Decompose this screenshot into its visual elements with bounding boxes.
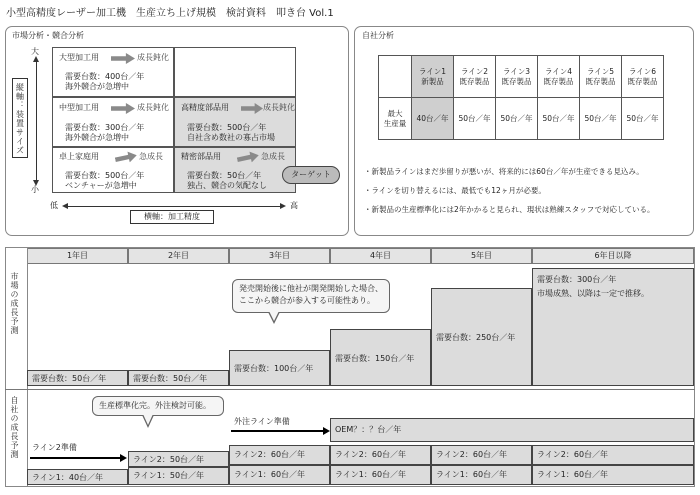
outsource-prep-label: 外注ライン準備 <box>234 417 290 426</box>
table-header-line6: ライン6 既存製品 <box>622 56 664 98</box>
line2-prep-arrow-head <box>120 454 127 462</box>
y-axis-label: 縦軸：装置サイズ <box>12 78 28 158</box>
table-corner <box>379 56 412 98</box>
table-capacity-line5: 50台／年 <box>580 98 622 140</box>
table-capacity-line2: 50台／年 <box>454 98 496 140</box>
self-panel-title: 自社分析 <box>362 31 394 40</box>
market-callout <box>232 279 390 313</box>
cell-large-trend: 成長鈍化 <box>137 53 169 62</box>
table-header-line4: ライン4 既存製品 <box>538 56 580 98</box>
cell-precision-parts-demand: 需要台数：50台／年 <box>187 171 262 180</box>
cell-large-demand: 需要台数：400台／年 <box>65 72 145 81</box>
self-callout-tail-fill <box>143 414 153 425</box>
cell-empty <box>174 47 296 97</box>
cell-desktop-trend: 急成長 <box>139 152 163 161</box>
cell-desktop-note: ベンチャーが急増中 <box>65 181 137 190</box>
year-2: 2年目 <box>128 248 229 264</box>
line2-year6: ライン2：60台／年 <box>532 445 694 465</box>
cell-high-precision-note: 自社含め数社の寡占市場 <box>187 133 275 142</box>
market-bar-year-1 <box>27 370 128 386</box>
band-divider <box>5 389 695 390</box>
table-header-line2: ライン2 既存製品 <box>454 56 496 98</box>
table-capacity-line1: 40台／年 <box>412 98 454 140</box>
market-bar-label: 需要台数：250台／年 <box>436 333 516 342</box>
year-3: 3年目 <box>229 248 330 264</box>
line1-year3: ライン1：60台／年 <box>229 465 330 485</box>
market-bar-sublabel: 市場成熟、以降は一定で推移。 <box>537 289 649 298</box>
year-1: 1年目 <box>27 248 128 264</box>
market-panel-title: 市場分析・競合分析 <box>12 31 84 40</box>
year-6-onward: 6年目以降 <box>532 248 694 264</box>
market-callout-tail-fill <box>269 311 279 321</box>
trend-arrow-icon <box>236 150 260 165</box>
market-callout-line1: 発売開始後に他社が開発開始した場合、 <box>239 284 383 293</box>
trend-arrow-icon <box>111 53 135 64</box>
cell-high-precision-demand: 需要台数：500台／年 <box>187 123 267 132</box>
table-row-header: 最大 生産量 <box>379 98 412 140</box>
cell-medium-note: 海外競合が急増中 <box>65 133 129 142</box>
y-axis-bottom-label: 小 <box>31 185 39 194</box>
y-axis-line <box>36 58 37 182</box>
cell-precision-parts-note: 独占、競合の気配なし <box>187 181 267 190</box>
market-bar-year-4 <box>330 329 431 386</box>
oem-bar: OEM？：？台／年 <box>330 418 694 442</box>
page-title: 小型高精度レーザー加工機 生産立ち上げ規模 検討資料 叩き台 Vol.1 <box>6 8 334 19</box>
cell-large-note: 海外競合が急増中 <box>65 82 129 91</box>
cell-large <box>52 47 174 97</box>
cell-medium <box>52 97 174 147</box>
line2-year3: ライン2：60台／年 <box>229 445 330 465</box>
line2-prep-label: ライン2準備 <box>32 443 77 452</box>
cell-high-precision-name: 高精度部品用 <box>181 103 229 112</box>
market-bar-label: 需要台数：300台／年 <box>537 275 617 284</box>
x-axis-line <box>66 206 280 207</box>
line1-year4: ライン1：60台／年 <box>330 465 431 485</box>
market-bar-year-5 <box>431 288 532 386</box>
market-bar-label: 需要台数：50台／年 <box>133 374 208 383</box>
table-header-line3: ライン3 既存製品 <box>496 56 538 98</box>
line1-year1: ライン1：40台／年 <box>27 469 128 485</box>
x-axis-arrow-right <box>280 203 286 209</box>
self-bullet-2: ・ラインを切り替えるには、最低でも12ヶ月が必要。 <box>364 186 546 195</box>
x-axis-right-label: 高 <box>290 201 298 210</box>
cell-precision-parts-trend: 急成長 <box>261 152 285 161</box>
y-axis-arrow-up <box>33 56 39 62</box>
cell-medium-demand: 需要台数：300台／年 <box>65 123 145 132</box>
market-bar-label: 需要台数：150台／年 <box>335 354 415 363</box>
table-capacity-line4: 50台／年 <box>538 98 580 140</box>
table-header-line5: ライン5 既存製品 <box>580 56 622 98</box>
cell-medium-trend: 成長鈍化 <box>137 103 169 112</box>
cell-high-precision-trend: 成長鈍化 <box>263 103 295 112</box>
table-header-line1: ライン1 新製品 <box>412 56 454 98</box>
x-axis-arrow-left <box>62 203 68 209</box>
market-bar-label: 需要台数：50台／年 <box>32 374 107 383</box>
self-bullet-1: ・新製品ラインはまだ歩留りが悪いが、将来的には60台／年が生産できる見込み。 <box>364 167 644 176</box>
line2-prep-arrow <box>30 457 120 459</box>
target-label: ターゲット <box>282 166 340 184</box>
outsource-prep-arrow <box>231 430 323 432</box>
line2-year4: ライン2：60台／年 <box>330 445 431 465</box>
year-5: 5年目 <box>431 248 532 264</box>
production-lines-table <box>378 55 664 140</box>
table-capacity-line3: 50台／年 <box>496 98 538 140</box>
line2-year5: ライン2：60台／年 <box>431 445 532 465</box>
market-forecast-label: 市場の成長予測 <box>10 272 19 335</box>
cell-precision-parts <box>174 147 296 193</box>
cell-desktop-demand: 需要台数：500台／年 <box>65 171 145 180</box>
market-bar-year-3 <box>229 350 330 386</box>
market-bar-year-2 <box>128 370 229 386</box>
line2-year2: ライン2：50台／年 <box>128 451 229 467</box>
market-bar-label: 需要台数：100台／年 <box>234 364 314 373</box>
line1-year2: ライン1：50台／年 <box>128 467 229 485</box>
cell-desktop <box>52 147 174 193</box>
outsource-prep-arrow-head <box>323 427 330 435</box>
trend-arrow-icon <box>111 103 135 114</box>
trend-arrow-icon <box>241 103 263 114</box>
line1-year5: ライン1：60台／年 <box>431 465 532 485</box>
x-axis-left-label: 低 <box>50 201 58 210</box>
year-4: 4年目 <box>330 248 431 264</box>
trend-arrow-icon <box>114 150 138 165</box>
self-callout: 生産標準化完。外注検討可能。 <box>92 396 224 416</box>
cell-medium-name: 中型加工用 <box>59 103 99 112</box>
x-axis-label: 横軸：加工精度 <box>130 210 214 224</box>
cell-precision-parts-name: 精密部品用 <box>181 152 221 161</box>
cell-large-name: 大型加工用 <box>59 53 99 62</box>
self-bullet-3: ・新製品の生産標準化には2年かかると見られ、現状は熟練スタッフで対応している。 <box>364 205 655 214</box>
self-forecast-label: 自社の成長予測 <box>10 396 19 459</box>
label-column-divider <box>27 248 28 486</box>
line1-year6: ライン1：60台／年 <box>532 465 694 485</box>
market-callout-line2: ここから競合が参入する可能性あり。 <box>239 296 375 305</box>
cell-desktop-name: 卓上家庭用 <box>59 152 99 161</box>
market-bar-year-6 <box>532 268 694 386</box>
table-capacity-line6: 50台／年 <box>622 98 664 140</box>
y-axis-top-label: 大 <box>31 47 39 56</box>
cell-high-precision <box>174 97 296 147</box>
